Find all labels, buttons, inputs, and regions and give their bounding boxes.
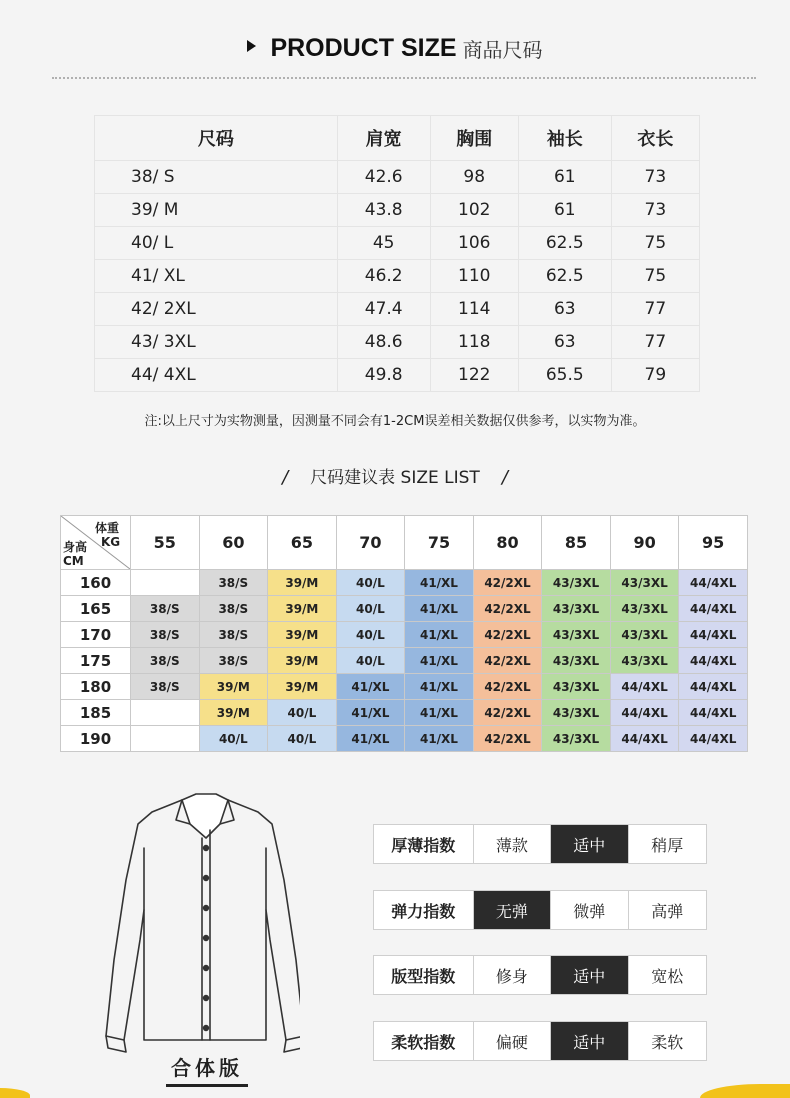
measurement-cell: 98 (430, 161, 518, 194)
recommended-size-cell (131, 570, 200, 596)
grid-row (61, 648, 748, 674)
index-option: 适中 (551, 1022, 628, 1060)
index-option: 微弹 (551, 891, 628, 929)
grid-row (61, 726, 748, 752)
weight-header: 95 (679, 516, 748, 570)
height-label: 190 (61, 726, 131, 752)
recommended-size-cell: 42/2XL (473, 648, 542, 674)
measurement-cell: 46.2 (337, 260, 430, 293)
measurement-cell: 73 (611, 194, 699, 227)
recommended-size-cell: 44/4XL (610, 700, 679, 726)
header-title-en: PRODUCT SIZE (270, 34, 457, 62)
index-row (373, 890, 707, 930)
recommended-size-cell: 38/S (131, 622, 200, 648)
measurement-cell: 77 (611, 326, 699, 359)
recommended-size-cell: 41/XL (336, 700, 405, 726)
measurement-cell: 49.8 (337, 359, 430, 392)
index-option: 适中 (551, 956, 628, 994)
index-option: 修身 (474, 956, 551, 994)
recommended-size-cell: 41/XL (405, 648, 474, 674)
recommended-size-cell: 44/4XL (610, 674, 679, 700)
recommended-size-cell: 40/L (336, 596, 405, 622)
size-table-row (95, 260, 700, 293)
index-label: 弹力指数 (374, 891, 474, 929)
recommended-size-cell: 40/L (268, 700, 337, 726)
header-chest: 胸围 (430, 116, 518, 161)
recommended-size-cell: 43/3XL (610, 570, 679, 596)
shirt-illustration (100, 790, 300, 1055)
recommended-size-cell: 41/XL (405, 726, 474, 752)
recommended-size-cell: 41/XL (405, 674, 474, 700)
recommended-size-cell: 39/M (268, 648, 337, 674)
corner-cm: CM (63, 554, 84, 568)
recommended-size-cell: 40/L (199, 726, 268, 752)
recommended-size-cell: 42/2XL (473, 596, 542, 622)
measurement-cell: 77 (611, 293, 699, 326)
recommended-size-cell: 40/L (336, 622, 405, 648)
height-label: 180 (61, 674, 131, 700)
size-table (94, 115, 700, 392)
recommended-size-cell: 38/S (131, 674, 200, 700)
recommended-size-cell: 43/3XL (542, 596, 611, 622)
recommended-size-cell: 41/XL (405, 570, 474, 596)
recommended-size-cell: 41/XL (405, 700, 474, 726)
recommended-size-cell: 41/XL (405, 596, 474, 622)
recommended-size-cell: 38/S (199, 622, 268, 648)
measurement-cell: 114 (430, 293, 518, 326)
recommended-size-cell: 41/XL (336, 726, 405, 752)
recommended-size-cell: 38/S (199, 596, 268, 622)
fit-label: 合体版 (166, 1052, 248, 1087)
header-length: 衣长 (611, 116, 699, 161)
size-table-row (95, 227, 700, 260)
recommended-size-cell: 39/M (268, 570, 337, 596)
recommended-size-cell: 42/2XL (473, 674, 542, 700)
recommended-size-cell: 38/S (131, 596, 200, 622)
index-option: 宽松 (651, 966, 684, 986)
recommended-size-cell: 38/S (199, 648, 268, 674)
index-row (373, 955, 707, 995)
grid-header-row (61, 516, 748, 570)
size-table-row (95, 293, 700, 326)
index-option: 稍厚 (651, 835, 684, 855)
header-size: 尺码 (95, 116, 338, 161)
size-recommendation-grid (60, 515, 748, 752)
recommended-size-cell (131, 726, 200, 752)
header-sleeve: 袖长 (518, 116, 611, 161)
recommended-size-cell: 44/4XL (679, 648, 748, 674)
recommended-size-cell: 42/2XL (473, 700, 542, 726)
size-cell: 44/ 4XL (95, 359, 338, 392)
measurement-cell: 48.6 (337, 326, 430, 359)
recommended-size-cell: 40/L (268, 726, 337, 752)
size-table-row (95, 161, 700, 194)
recommended-size-cell (131, 700, 200, 726)
index-option: 适中 (551, 825, 628, 863)
measurement-cell: 63 (518, 293, 611, 326)
weight-header: 70 (336, 516, 405, 570)
measurement-cell: 42.6 (337, 161, 430, 194)
weight-header: 60 (199, 516, 268, 570)
size-table-row (95, 359, 700, 392)
recommended-size-cell: 43/3XL (610, 648, 679, 674)
grid-row (61, 700, 748, 726)
index-option: 偏硬 (474, 1022, 551, 1060)
decorative-corner-left (0, 1088, 30, 1098)
grid-row (61, 622, 748, 648)
measurement-cell: 47.4 (337, 293, 430, 326)
measurement-cell: 75 (611, 260, 699, 293)
measurement-cell: 61 (518, 161, 611, 194)
recommended-size-cell: 38/S (131, 648, 200, 674)
grid-row (61, 570, 748, 596)
size-cell: 39/ M (95, 194, 338, 227)
measurement-cell: 62.5 (518, 227, 611, 260)
recommended-size-cell: 41/XL (405, 622, 474, 648)
measurement-cell: 43.8 (337, 194, 430, 227)
recommended-size-cell: 40/L (336, 648, 405, 674)
dotted-divider (52, 77, 756, 79)
recommended-size-cell: 42/2XL (473, 570, 542, 596)
weight-header: 75 (405, 516, 474, 570)
recommended-size-cell: 39/M (268, 622, 337, 648)
index-label: 版型指数 (374, 956, 474, 994)
recommended-size-cell: 40/L (336, 570, 405, 596)
recommended-size-cell: 43/3XL (542, 648, 611, 674)
recommended-size-cell: 43/3XL (542, 726, 611, 752)
recommended-size-cell: 44/4XL (679, 622, 748, 648)
measurement-cell: 45 (337, 227, 430, 260)
recommended-size-cell: 39/M (268, 596, 337, 622)
size-cell: 43/ 3XL (95, 326, 338, 359)
weight-header: 85 (542, 516, 611, 570)
recommended-size-cell: 44/4XL (679, 726, 748, 752)
measurement-cell: 118 (430, 326, 518, 359)
weight-header: 80 (473, 516, 542, 570)
recommended-size-cell: 43/3XL (610, 596, 679, 622)
weight-header: 90 (610, 516, 679, 570)
recommended-size-cell: 43/3XL (610, 622, 679, 648)
recommended-size-cell: 38/S (199, 570, 268, 596)
size-table-row (95, 194, 700, 227)
measurement-note: 注:以上尺寸为实物测量，因测量不同会有1-2CM误差相关数据仅供参考，以实物为准。 (144, 414, 646, 429)
height-label: 165 (61, 596, 131, 622)
corner-kg: KG (101, 535, 121, 549)
triangle-icon (247, 40, 256, 52)
recommended-size-cell: 44/4XL (679, 596, 748, 622)
size-list-title (0, 463, 790, 488)
header-shoulder: 肩宽 (337, 116, 430, 161)
weight-header: 55 (131, 516, 200, 570)
measurement-cell: 106 (430, 227, 518, 260)
title-slash-right: / (501, 467, 508, 488)
section-header (0, 34, 790, 74)
size-cell: 40/ L (95, 227, 338, 260)
size-cell: 38/ S (95, 161, 338, 194)
height-label: 185 (61, 700, 131, 726)
recommended-size-cell: 44/4XL (610, 726, 679, 752)
index-option: 无弹 (474, 891, 551, 929)
recommended-size-cell: 41/XL (336, 674, 405, 700)
grid-row (61, 596, 748, 622)
height-label: 170 (61, 622, 131, 648)
height-label: 175 (61, 648, 131, 674)
measurement-cell: 75 (611, 227, 699, 260)
measurement-cell: 61 (518, 194, 611, 227)
measurement-cell: 110 (430, 260, 518, 293)
recommended-size-cell: 39/M (199, 700, 268, 726)
grid-corner-cell (61, 516, 131, 570)
recommended-size-cell: 42/2XL (473, 726, 542, 752)
recommended-size-cell: 43/3XL (542, 674, 611, 700)
index-label: 柔软指数 (374, 1022, 474, 1060)
weight-header: 65 (268, 516, 337, 570)
height-label: 160 (61, 570, 131, 596)
index-option: 柔软 (651, 1032, 684, 1052)
recommended-size-cell: 44/4XL (679, 570, 748, 596)
decorative-corner-right (700, 1084, 790, 1098)
size-table-header-row (95, 116, 700, 161)
corner-weight: 体重 (95, 521, 120, 535)
measurement-cell: 62.5 (518, 260, 611, 293)
size-cell: 41/ XL (95, 260, 338, 293)
recommended-size-cell: 43/3XL (542, 570, 611, 596)
corner-height: 身高 (63, 540, 88, 554)
size-table-row (95, 326, 700, 359)
recommended-size-cell: 43/3XL (542, 700, 611, 726)
size-list-title-text: 尺码建议表 SIZE LIST (310, 468, 480, 488)
measurement-cell: 73 (611, 161, 699, 194)
size-cell: 42/ 2XL (95, 293, 338, 326)
measurement-cell: 65.5 (518, 359, 611, 392)
recommended-size-cell: 44/4XL (679, 674, 748, 700)
index-option: 薄款 (474, 825, 551, 863)
recommended-size-cell: 42/2XL (473, 622, 542, 648)
header-title-cn: 商品尺码 (462, 38, 543, 62)
index-label: 厚薄指数 (374, 825, 474, 863)
recommended-size-cell: 39/M (199, 674, 268, 700)
recommended-size-cell: 39/M (268, 674, 337, 700)
title-slash-left: / (282, 467, 289, 488)
measurement-cell: 122 (430, 359, 518, 392)
grid-row (61, 674, 748, 700)
index-option: 高弹 (651, 901, 684, 921)
measurement-cell: 79 (611, 359, 699, 392)
measurement-cell: 102 (430, 194, 518, 227)
recommended-size-cell: 43/3XL (542, 622, 611, 648)
index-row (373, 824, 707, 864)
index-row (373, 1021, 707, 1061)
measurement-cell: 63 (518, 326, 611, 359)
recommended-size-cell: 44/4XL (679, 700, 748, 726)
